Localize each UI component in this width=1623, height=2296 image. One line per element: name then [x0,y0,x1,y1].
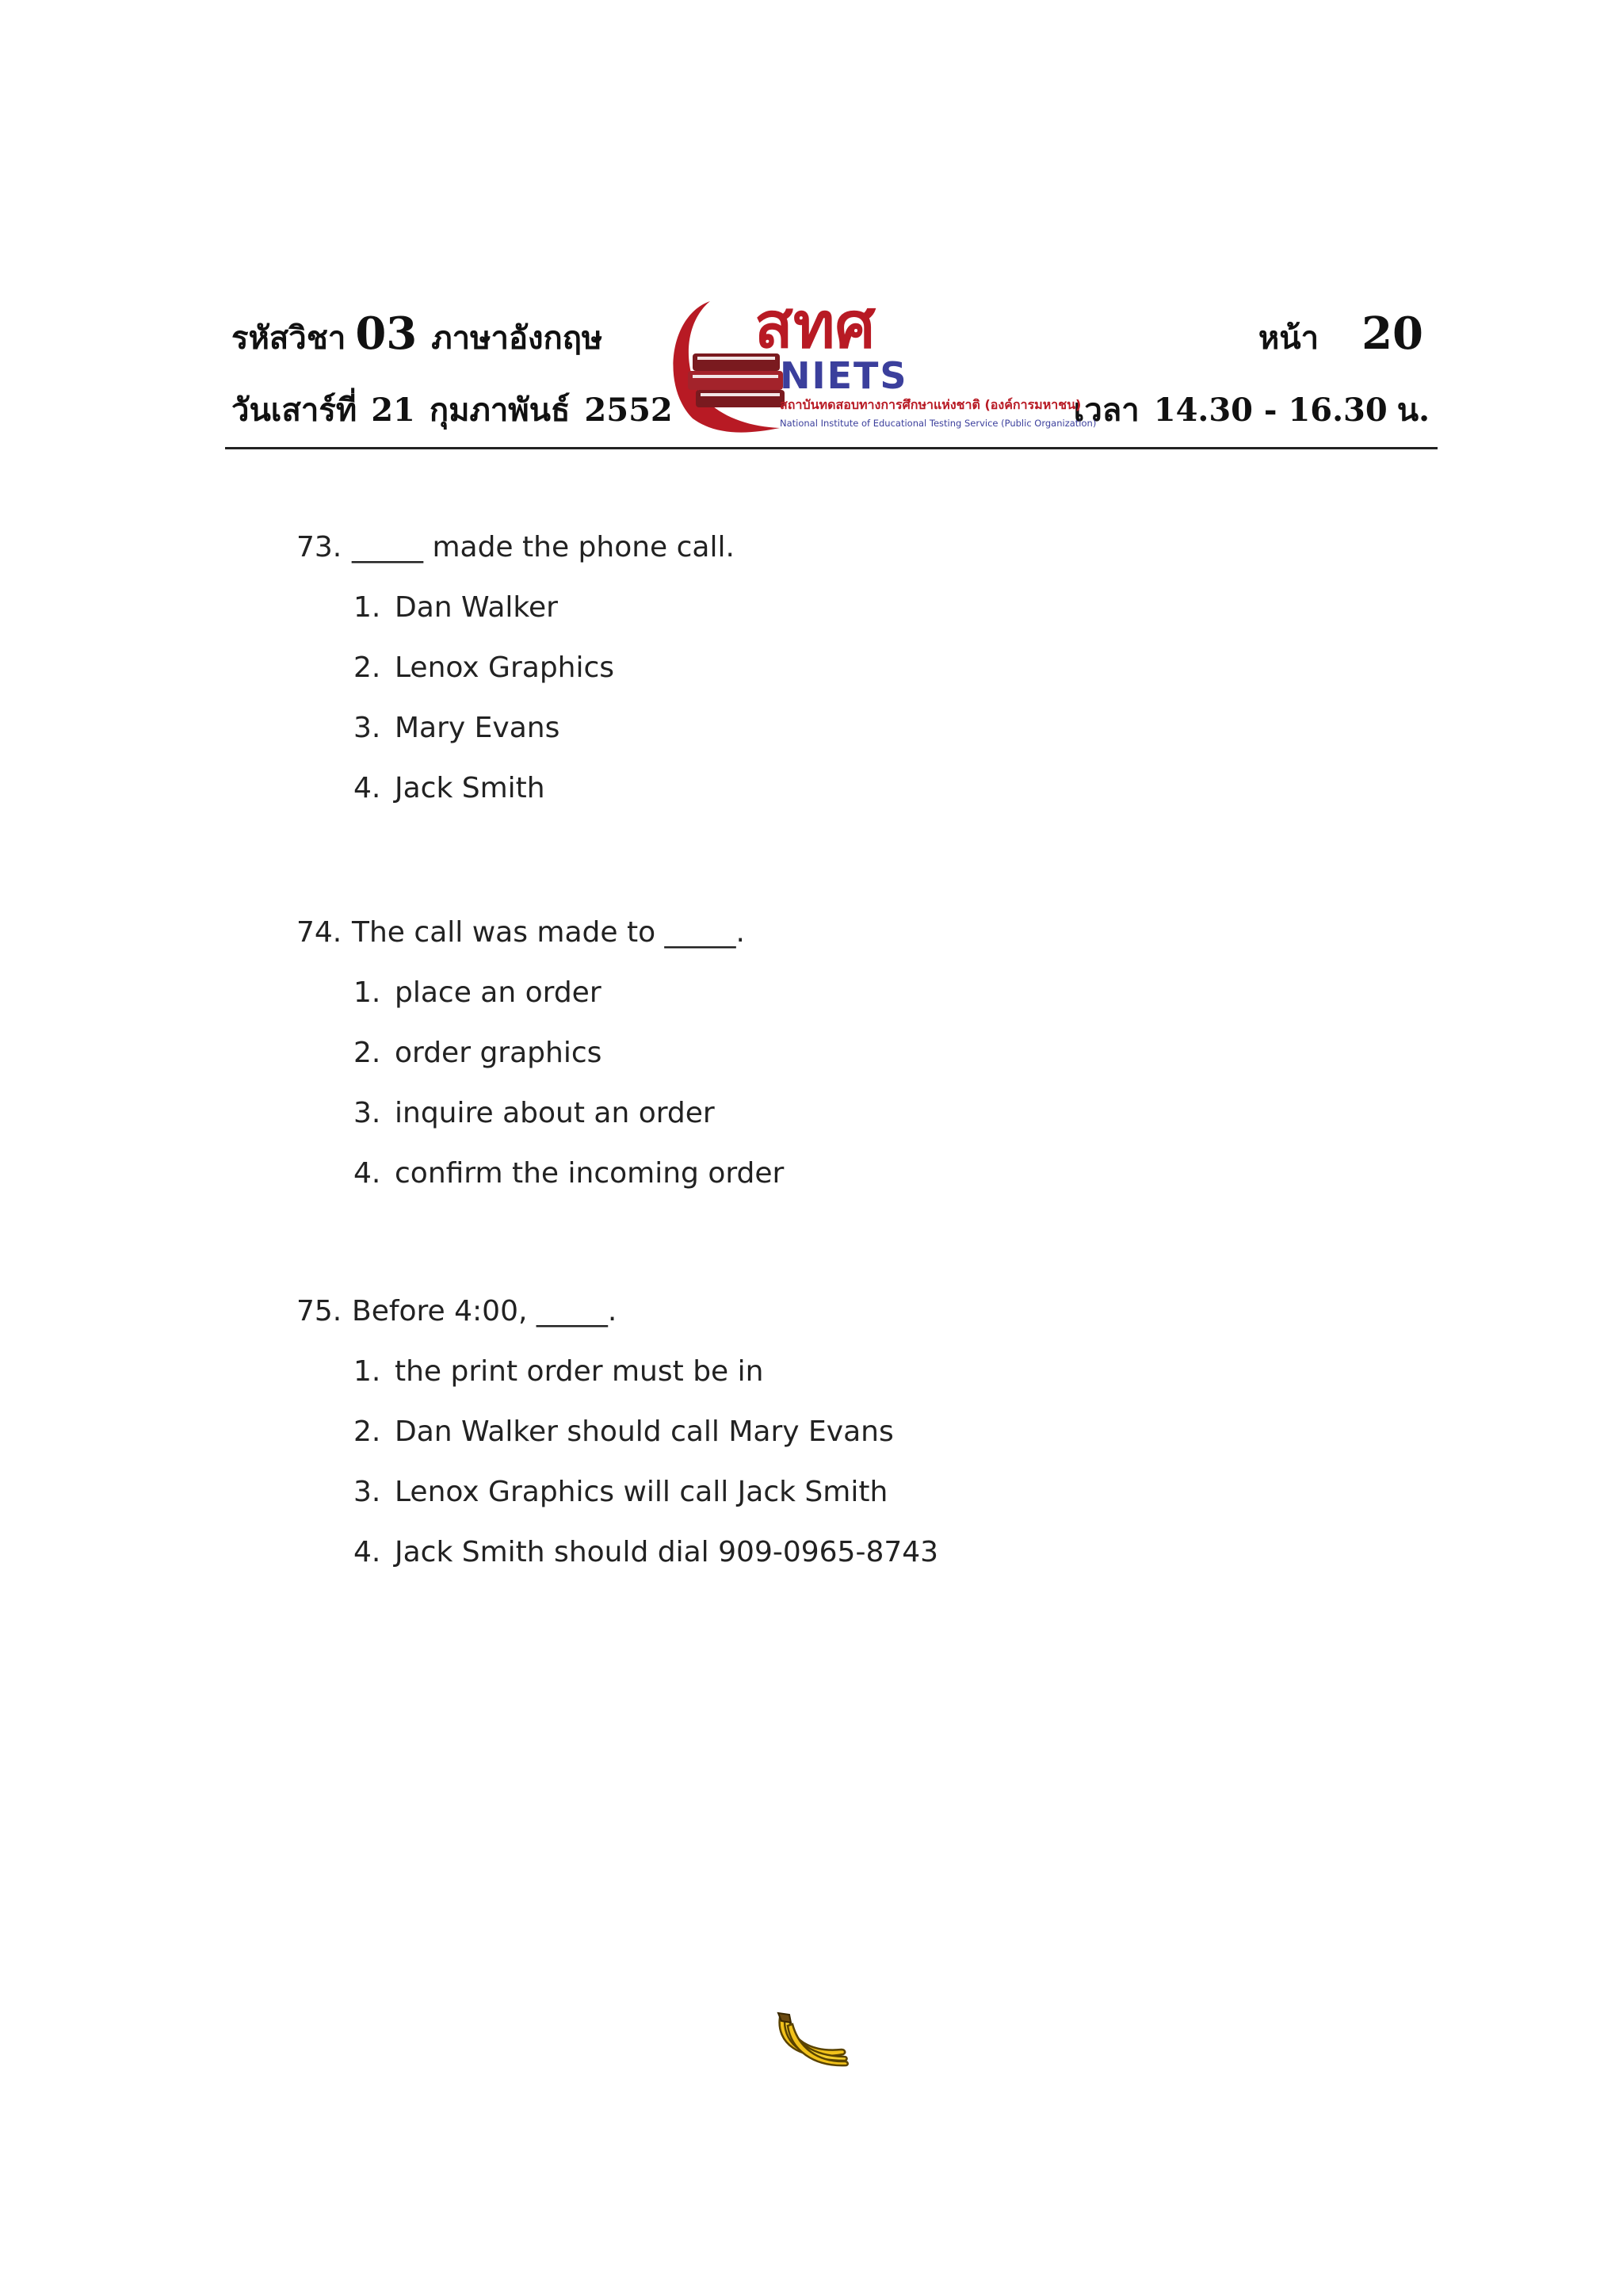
option-item [353,591,558,624]
option-item [353,976,601,1009]
option-text: the print order must be in [395,1355,764,1388]
option-text: Dan Walker should call Mary Evans [395,1415,894,1448]
banana-icon [773,2010,850,2070]
option-text: Mary Evans [395,712,560,744]
option-number: 2. [353,651,381,684]
header-page [1258,308,1423,363]
question-text: _____ made the phone call. [352,531,735,563]
logo-abbr: NIETS [780,354,908,397]
option-number: 2. [353,1037,381,1069]
option-item [353,1157,784,1190]
option-text: place an order [395,976,601,1009]
option-number: 4. [353,1157,381,1190]
option-number: 2. [353,1415,381,1448]
option-item [353,651,614,684]
date-day: 21 [371,392,415,429]
option-number: 1. [353,591,381,624]
subject-code-label: รหัสวิชา [231,319,346,357]
page-number: 20 [1361,308,1423,360]
option-number: 4. [353,1536,381,1568]
header-divider [225,447,1438,449]
option-item [353,1097,715,1129]
question-number: 74. [296,916,342,949]
page-label: หน้า [1258,319,1319,357]
question-73 [296,531,735,563]
option-number: 3. [353,712,381,744]
subject-name: ภาษาอังกฤษ [431,319,603,357]
question-74 [296,916,745,949]
option-text: Jack Smith should dial 909-0965-8743 [395,1536,939,1568]
option-text: Lenox Graphics will call Jack Smith [395,1476,888,1508]
option-text: order graphics [395,1037,602,1069]
question-number: 75. [296,1295,342,1328]
header-date [231,384,673,432]
option-number: 3. [353,1476,381,1508]
option-item [353,1355,763,1388]
time-label: เวลา [1073,392,1140,429]
time-range: 14.30 - 16.30 [1153,392,1388,429]
date-label: วันเสาร์ที่ [231,392,357,429]
option-text: Lenox Graphics [395,651,615,684]
option-number: 1. [353,1355,381,1388]
option-text: inquire about an order [395,1097,715,1129]
niets-logo [661,292,1132,434]
option-item [353,1415,894,1448]
time-unit: น. [1396,392,1430,429]
date-year: 2552 [584,392,673,429]
logo-thai-abbr: สทศ [754,292,876,362]
option-text: Dan Walker [395,591,558,624]
option-text: confirm the incoming order [395,1157,785,1190]
option-number: 1. [353,976,381,1009]
option-item [353,712,559,744]
question-text: Before 4:00, _____. [352,1295,617,1328]
option-item [353,1536,938,1568]
option-item [353,1476,888,1508]
option-item [353,772,545,804]
subject-code: 03 [355,308,418,360]
option-item [353,1037,601,1069]
option-text: Jack Smith [395,772,545,804]
header-subject [231,308,602,363]
question-number: 73. [296,531,342,563]
logo-english-name: National Institute of Educational Testing Service (Public Organization) [780,418,1097,429]
logo-thai-name: สถาบันทดสอบทางการศึกษาแห่งชาติ (องค์การมหาชน) [780,397,1082,412]
question-75 [296,1295,617,1328]
option-number: 3. [353,1097,381,1129]
question-text: The call was made to _____. [352,916,746,949]
option-number: 4. [353,772,381,804]
date-month: กุมภาพันธ์ [429,392,571,429]
